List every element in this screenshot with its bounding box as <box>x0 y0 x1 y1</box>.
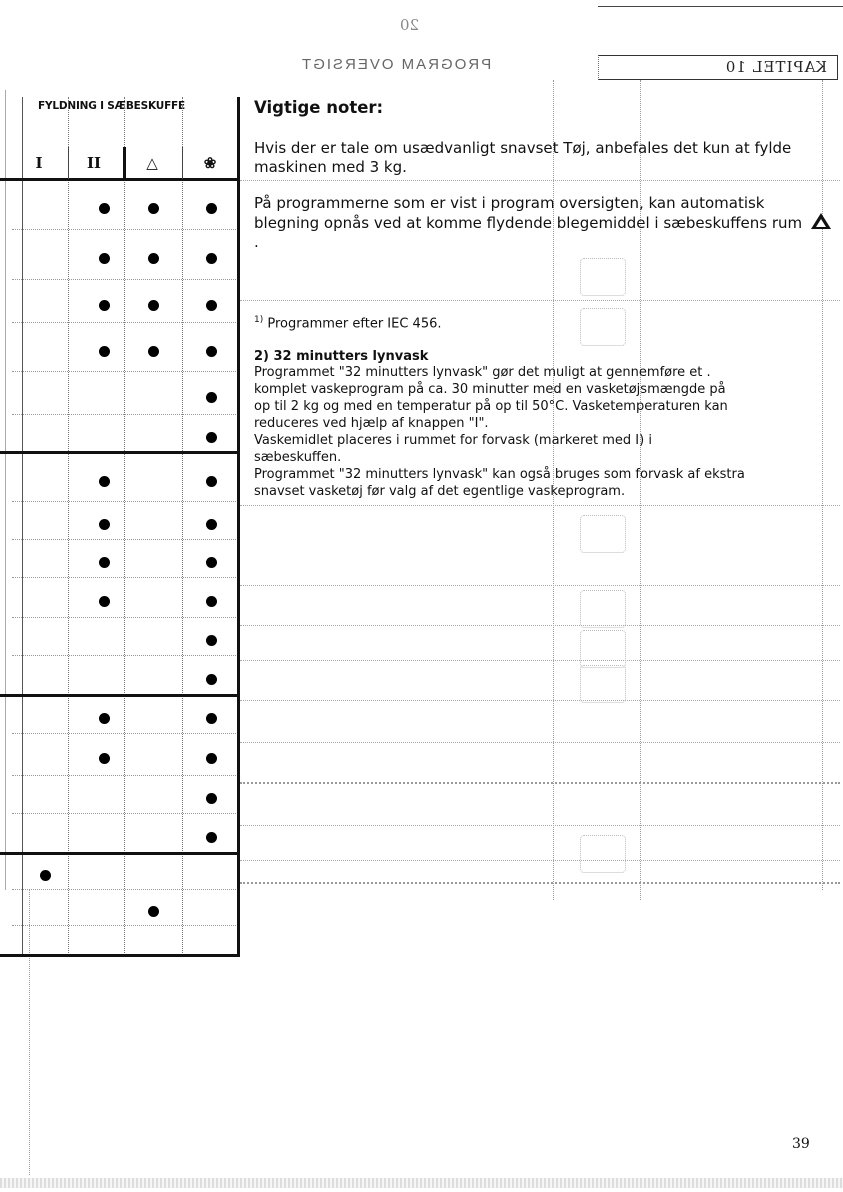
filled-dot-icon <box>206 346 217 357</box>
filled-dot-icon <box>206 557 217 568</box>
grid-row <box>12 322 240 372</box>
filled-dot-icon <box>99 753 110 764</box>
grid-column-header <box>12 147 240 179</box>
grid-column-line <box>182 97 183 955</box>
ghost-wash-symbol-icon <box>580 835 626 873</box>
filled-dot-icon <box>206 392 217 403</box>
quickwash-line: Programmet "32 minutters lynvask" kan også bruges som forvask af ekstra <box>254 467 745 482</box>
filled-dot-icon <box>99 253 110 264</box>
footnote-mark: 1) <box>254 315 264 325</box>
note-paragraph-1: Hvis der er tale om usædvanligt snavset Tøj, anbefales det kun at fylde maskinen med 3 kg. <box>254 139 792 176</box>
col-softener: ❀ <box>203 154 217 172</box>
filled-dot-icon <box>148 300 159 311</box>
scan-edge-band <box>0 1178 843 1188</box>
faint-rule <box>240 825 840 826</box>
filled-dot-icon <box>206 253 217 264</box>
left-margin-line <box>5 90 6 890</box>
faint-rule <box>240 782 840 784</box>
col-bleach: △ <box>146 154 158 172</box>
quickwash-line: op til 2 kg og med en temperatur på op til 50°C. Vasketemperaturen kan <box>254 399 728 414</box>
grid-row <box>12 539 240 578</box>
grid-thick-rule <box>0 954 240 957</box>
filled-dot-icon <box>99 203 110 214</box>
grid-thick-rule <box>237 97 240 955</box>
ghost-wash-symbol-icon <box>580 590 626 628</box>
filled-dot-icon <box>99 557 110 568</box>
faint-rule <box>240 625 840 626</box>
quickwash-line: komplet vaskeprogram på ca. 30 minutter med en vasketøjsmængde på <box>254 382 726 397</box>
filled-dot-icon <box>206 753 217 764</box>
note-paragraph-2-text: På programmerne som er vist i program oversigten, kan automatisk blegning opnås ved at komme flydende blegemiddel i sæbeskuffens rum <box>254 194 803 232</box>
filled-dot-icon <box>99 519 110 530</box>
grid-row <box>12 414 240 453</box>
note-paragraph-2: På programmerne som er vist i program oversigten, kan automatisk blegning opnås ved at komme flydende blegemiddel i sæbeskuffens rum . <box>254 194 834 252</box>
filled-dot-icon <box>206 203 217 214</box>
top-rule <box>598 6 843 7</box>
detergent-grid <box>12 97 240 882</box>
grid-row <box>12 813 240 854</box>
faint-rule <box>240 882 840 884</box>
filled-dot-icon <box>206 793 217 804</box>
header-column-line <box>68 147 69 179</box>
grid-title: FYLDNING I SÆBESKUFFE <box>38 100 185 112</box>
filled-dot-icon <box>99 596 110 607</box>
grid-row <box>12 179 240 230</box>
footnote-text: Programmer efter IEC 456. <box>267 316 442 332</box>
grid-thick-rule <box>0 694 240 697</box>
filled-dot-icon <box>148 346 159 357</box>
quickwash-line: Vaskemidlet placeres i rummet for forvask (markeret med I) i <box>254 433 652 448</box>
filled-dot-icon <box>206 476 217 487</box>
ghost-wash-symbol-icon <box>580 258 626 296</box>
faint-rule <box>240 505 840 506</box>
filled-dot-icon <box>148 203 159 214</box>
grid-column-line <box>124 97 125 955</box>
filled-dot-icon <box>206 674 217 685</box>
grid-thick-rule <box>123 147 126 179</box>
footnote <box>254 315 442 331</box>
page-mark: 20 <box>400 16 420 34</box>
faint-rule <box>240 180 840 181</box>
grid-header <box>12 97 240 147</box>
grid-row <box>12 775 240 814</box>
filled-dot-icon <box>148 253 159 264</box>
chapter-box <box>598 55 838 80</box>
filled-dot-icon <box>206 635 217 646</box>
faint-rule <box>240 300 840 301</box>
grid-row <box>12 501 240 540</box>
grid-column-line <box>68 97 69 955</box>
col-mainwash: II <box>86 154 102 172</box>
notes-heading: Vigtige noter: <box>254 98 384 117</box>
quickwash-line: reduceres ved hjælp af knappen "I". <box>254 416 489 431</box>
filled-dot-icon <box>206 596 217 607</box>
bleach-triangle-icon <box>811 213 831 229</box>
quickwash-line: Programmet "32 minutters lynvask" gør det muligt at gennemføre et . <box>254 365 711 380</box>
ghost-wash-symbol-icon <box>580 308 626 346</box>
ghost-wash-symbol-icon <box>580 665 626 703</box>
grid-thick-rule <box>0 852 240 855</box>
quickwash-heading: 2) 32 minutters lynvask <box>254 349 429 364</box>
grid-row <box>12 925 240 956</box>
faint-rule <box>240 660 840 661</box>
grid-row <box>12 695 240 734</box>
filled-dot-icon <box>206 519 217 530</box>
faint-rule <box>240 742 840 743</box>
grid-column-line <box>22 97 23 955</box>
quickwash-line: snavset vasketøj før valg af det egentlige vaskeprogram. <box>254 484 626 499</box>
faint-rule <box>240 585 840 586</box>
grid-row <box>12 577 240 618</box>
grid-row <box>12 452 240 502</box>
faint-rule <box>240 700 840 701</box>
faint-rule <box>240 860 840 861</box>
filled-dot-icon <box>148 906 159 917</box>
filled-dot-icon <box>99 346 110 357</box>
filled-dot-icon <box>99 300 110 311</box>
page-number: 39 <box>792 1136 810 1152</box>
filled-dot-icon <box>206 713 217 724</box>
mirrored-title: PROGRAM OVERSIGT <box>300 56 492 73</box>
filled-dot-icon <box>99 476 110 487</box>
col-prewash: I <box>35 154 43 172</box>
chapter-label: KAPITEL 10 <box>724 58 827 76</box>
filled-dot-icon <box>40 870 51 881</box>
header-column-line <box>182 147 183 179</box>
grid-row <box>12 889 240 926</box>
grid-row <box>12 371 240 415</box>
grid-row <box>12 733 240 776</box>
grid-row <box>12 229 240 280</box>
quickwash-line: sæbeskuffen. <box>254 450 342 465</box>
grid-row <box>12 617 240 656</box>
filled-dot-icon <box>206 300 217 311</box>
grid-thick-rule <box>0 178 240 181</box>
filled-dot-icon <box>206 432 217 443</box>
ghost-wash-symbol-icon <box>580 630 626 668</box>
grid-thick-rule <box>0 451 240 454</box>
grid-row <box>12 279 240 323</box>
ghost-wash-symbol-icon <box>580 515 626 553</box>
grid-row <box>12 655 240 696</box>
grid-row <box>12 853 240 890</box>
filled-dot-icon <box>99 713 110 724</box>
filled-dot-icon <box>206 832 217 843</box>
quickwash-text <box>254 364 840 500</box>
